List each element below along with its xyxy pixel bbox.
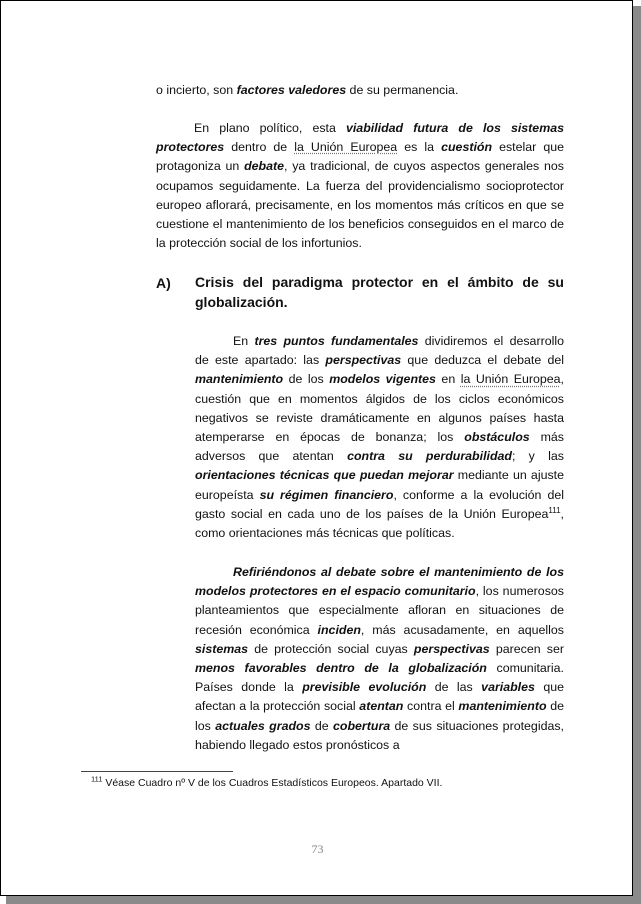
text-run: de las (426, 680, 482, 695)
emphasis-text: actuales grados (215, 718, 311, 733)
text-run: en (435, 372, 461, 387)
text-run: , conforme a la evolución del gasto social en cada uno de los países de la Unión Europea (195, 487, 564, 521)
text-run: más adversos que atentan (195, 430, 564, 464)
emphasis-text: debate (244, 159, 285, 174)
emphasis-text: cobertura (333, 718, 391, 733)
page-number: 73 (311, 842, 324, 856)
text-run: , ya tradicional, de cuyos aspectos generales nos ocupamos seguidamente. La fuerza del providencialismo socioprotector europeo aflorará, precisamente, en los momentos más críticos en que se cuestione el mantenimiento de los beneficios conseguidos en el marco de la protección social de los infortunios. (156, 159, 564, 251)
emphasis-text: su régimen financiero (259, 487, 394, 502)
text-run: de los (195, 699, 564, 733)
emphasis-text: mantenimiento (195, 372, 284, 387)
footnote (91, 776, 442, 790)
text-run: dividiremos el desarrollo de este apartado: las (195, 334, 564, 368)
text-run: comunitaria. Países donde la (195, 661, 564, 695)
page-shadow-right (633, 6, 641, 904)
paragraph-intro-continuation (156, 81, 564, 100)
emphasis-text: perspectivas (413, 641, 490, 656)
text-run: , como orientaciones más técnicas que políticas. (195, 506, 564, 541)
text-run: que afectan a la protección social (195, 680, 564, 714)
text-run: parecen ser (489, 641, 565, 656)
text-run: , los numerosos planteamientos que especialmente afloran en situaciones de recesión económica (195, 584, 564, 637)
section-heading-letter: A) (156, 275, 171, 291)
paragraph-three-points (195, 332, 564, 543)
text-run: de (310, 718, 334, 733)
emphasis-text: tres puntos fundamentales (254, 334, 419, 348)
emphasis-text: perspectivas (325, 353, 402, 368)
footnote-separator (81, 771, 233, 772)
emphasis-text: mantenimiento (458, 699, 547, 714)
emphasis-text: orientaciones técnicas que puedan mejorar (195, 468, 454, 483)
emphasis-text: cuestión (441, 140, 493, 155)
footnote-number: 111 (91, 774, 103, 784)
text-run: En plano político, esta (194, 121, 346, 135)
underlined-text: la Unión Europea (460, 372, 561, 387)
text-run: En (233, 334, 255, 348)
emphasis-text: inciden (317, 622, 361, 637)
paragraph-political-plane (156, 119, 564, 253)
text-run: ; y las (511, 449, 564, 464)
text-run: contra el (403, 699, 459, 714)
text-run: dentro de (224, 140, 295, 155)
emphasis-text: Refiriéndonos al debate sobre el mantenimiento de los modelos protectores en el espacio comunitario (195, 565, 564, 599)
emphasis-text: contra su perdurabilidad (347, 449, 512, 464)
emphasis-text: atentan (359, 699, 404, 714)
underlined-text: la Unión Europea (294, 140, 398, 155)
text-run: es la (397, 140, 442, 155)
emphasis-text: variables (481, 680, 535, 695)
emphasis-text: sistemas (195, 641, 249, 656)
text-run: de los (283, 372, 330, 387)
text-run: que deduzca el debate del (401, 353, 565, 368)
section-heading: Crisis del paradigma protector en el ámbito de su globalización. (195, 274, 564, 310)
footnote-reference: 111 (548, 505, 561, 515)
page-shadow-bottom (6, 896, 641, 904)
text-run: , más acusadamente, en aquellos (360, 622, 564, 637)
emphasis-text: obstáculos (464, 430, 530, 445)
text-run: de su permanencia. (346, 83, 459, 97)
emphasis-text: previsible evolución (302, 680, 427, 695)
emphasis-text: viabilidad futura de los sistemas protectores (156, 121, 564, 155)
footnote-text: Véase Cuadro nº V de los Cuadros Estadísticos Europeos. Apartado VII. (102, 777, 443, 789)
emphasis-text: factores valedores (236, 83, 347, 97)
text-run: mediante un ajuste europeísta (195, 468, 564, 502)
emphasis-text: menos favorables dentro de la globalización (195, 661, 487, 676)
paragraph-debate-maintenance (195, 563, 564, 755)
text-run: o incierto, son (156, 83, 237, 97)
text-run: , cuestión que en momentos álgidos de los ciclos económicos negativos se reviste dramáticamente en algunos países hasta atemperarse en épocas de bonanza; los (195, 372, 564, 445)
text-run: de protección social cuyas (248, 641, 414, 656)
emphasis-text: modelos vigentes (329, 372, 436, 387)
text-run: estelar que protagoniza un (156, 140, 565, 174)
text-run: de sus situaciones protegidas, habiendo llegado estos pronósticos a (195, 718, 564, 752)
